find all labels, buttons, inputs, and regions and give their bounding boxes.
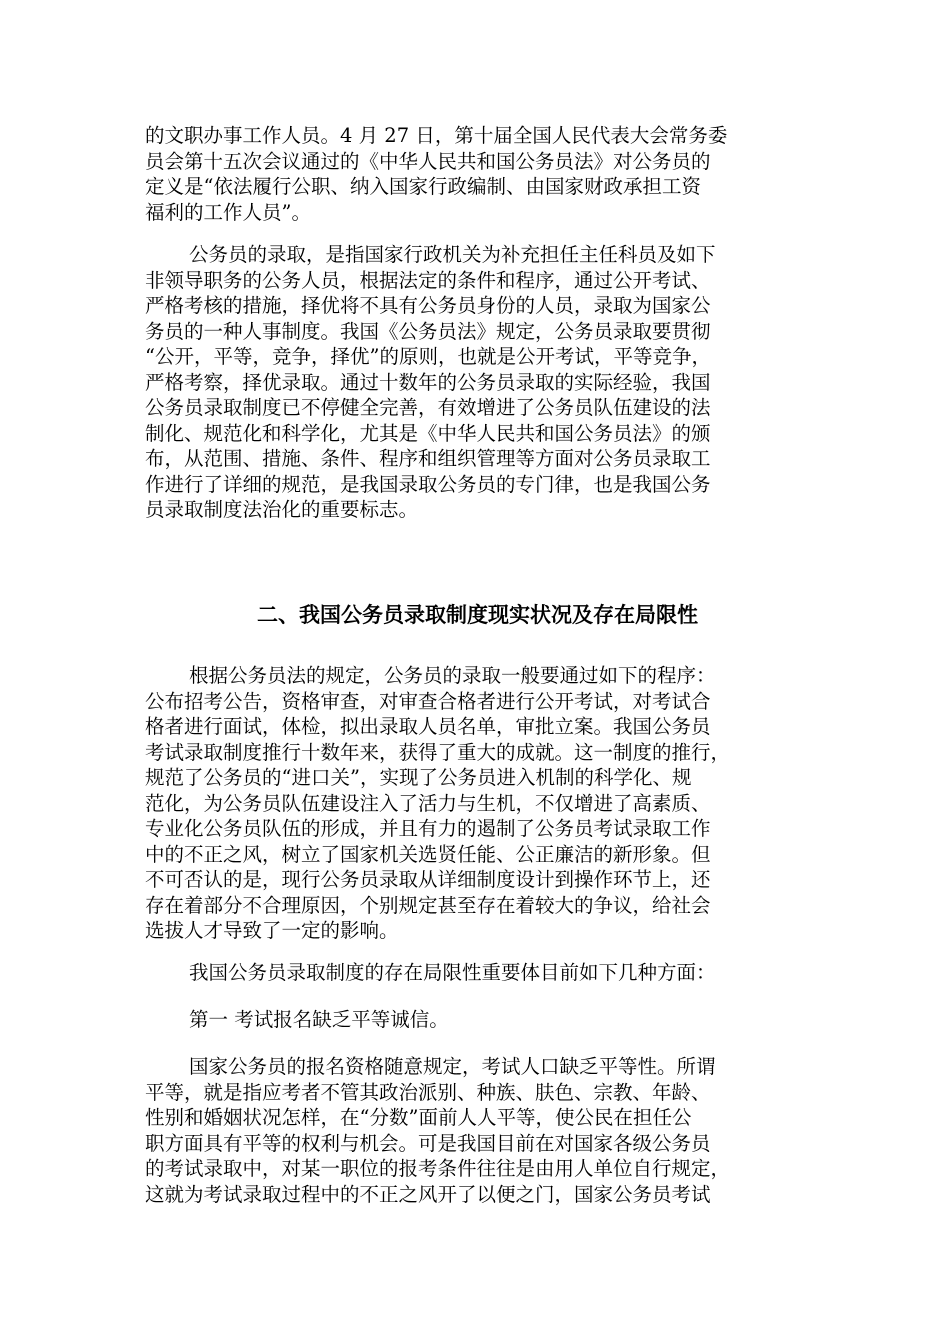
section-heading: 二、我国公务员录取制度现实状况及存在局限性 <box>257 603 698 627</box>
paragraph-equality: 国家公务员的报名资格随意规定，考试人口缺乏平等性。所谓 平等，就是指应考者不管其政治派别、种族、肤色、宗教、年龄、 性别和婚姻状况怎样，在“分数”面前人人平等，使公民在担任公 职方面具有平等的权利与机会。可是我国目前在对国家各级公务员 的考试录取中，对某一职位的报考条件往往是由用人单位自行规定， 这就为考试录取过程中的不正之风开了以便之门，国家公务员考试 <box>145 1055 731 1206</box>
paragraph-first-point: 第一 考试报名缺乏平等诚信。 <box>189 1008 449 1031</box>
paragraph-civil-servant-definition: 的文职办事工作人员。4 月 27 日，第十届全国人民代表大会常务委 员会第十五次会议通过的《中华人民共和国公务员法》对公务员的 定义是“依法履行公职、纳入国家行政编制、由国家财政承担工资 福利的工作人员”。 <box>145 124 728 224</box>
paragraph-recruitment-procedure: 根据公务员法的规定，公务员的录取一般要通过如下的程序： 公布招考公告，资格审查，对审查合格者进行公开考试，对考试合 格者进行面试，体检，拟出录取人员名单，审批立案。我国公务员 考试录取制度推行十数年来，获得了重大的成就。这一制度的推行， 规范了公务员的“进口关”，实现了公务员进入机制的科学化、规 范化，为公务员队伍建设注入了活力与生机，不仅增进了高素质、 专业化公务员队伍的形成，并且有力的遏制了公务员考试录取工作 中的不正之风，树立了国家机关选贤任能、公正廉洁的新形象。但 不可否认的是，现行公务员录取从详细制度设计到操作环节上，还 存在着部分不合理原因，个别规定甚至存在着较大的争议，给社会 选拔人才导致了一定的影响。 <box>145 664 731 942</box>
paragraph-limitations-intro: 我国公务员录取制度的存在局限性重要体目前如下几种方面： <box>189 961 716 984</box>
paragraph-recruitment-definition: 公务员的录取，是指国家行政机关为补充担任主任科员及如下 非领导职务的公务人员，根据法定的条件和程序，通过公开考试、 严格考核的措施，择优将不具有公务员身份的人员，录取为国家公 务员的一种人事制度。我国《公务员法》规定，公务员录取要贯彻 “公开，平等，竞争，择优”的原则，也就是公开考试，平等竞争， 严格考察，择优录取。通过十数年的公务员录取的实际经验，我国 公务员录取制度已不停健全完善，有效增进了公务员队伍建设的法 制化、规范化和科学化，尤其是《中华人民共和国公务员法》的颁 布，从范围、措施、条件、程序和组织管理等方面对公务员录取工 作进行了详细的规范，是我国录取公务员的专门律，也是我国公务 员录取制度法治化的重要标志。 <box>145 243 716 521</box>
